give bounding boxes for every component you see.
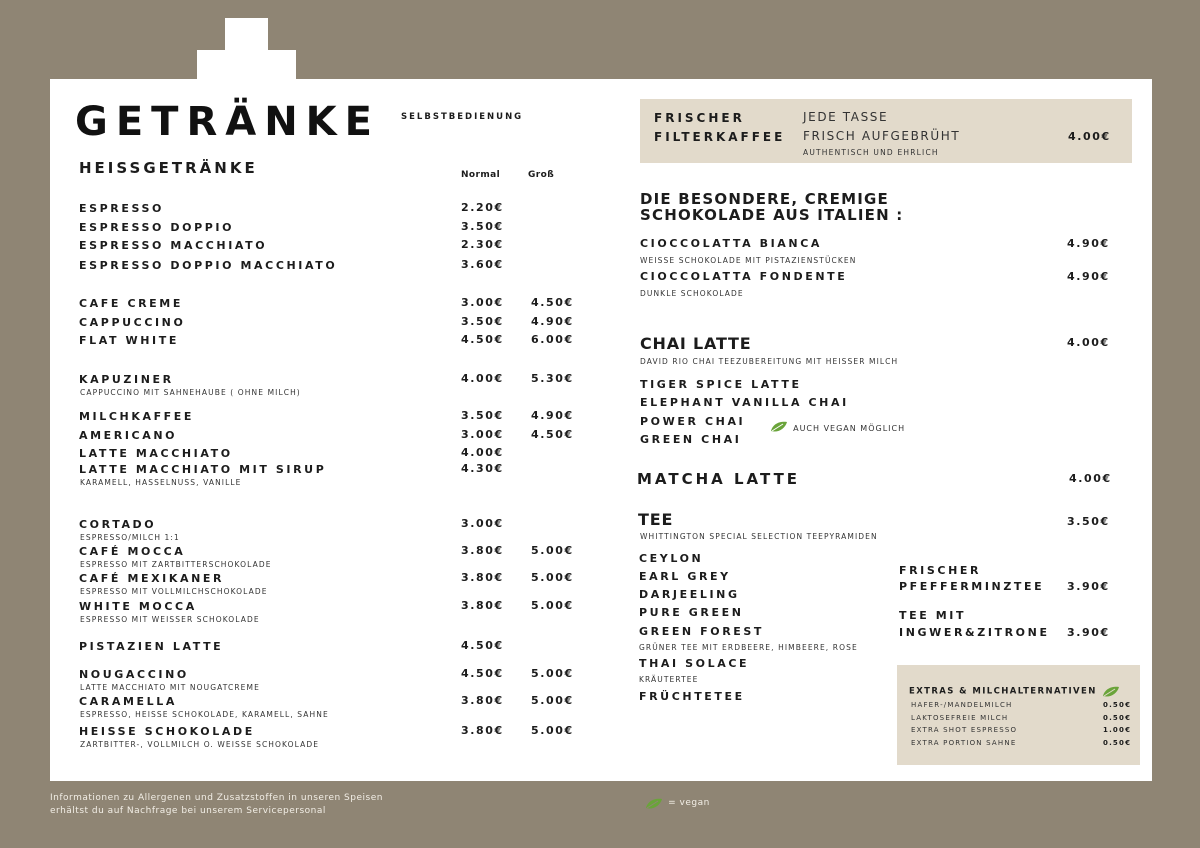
title-note: SELBSTBEDIENUNG [401,112,524,122]
menu-item-price-normal: 3.00€ [461,296,504,309]
tee-item-description: GRÜNER TEE MIT ERDBEERE, HIMBEERE, ROSE [639,643,858,652]
filter-line-2: FRISCH AUFGEBRÜHT [803,129,961,143]
allergen-note-line-2: erhältst du auf Nachfrage bei unserem Servicepersonal [50,806,326,816]
menu-item-name: CAPPUCCINO [79,316,186,329]
menu-item-price-normal: 3.80€ [461,724,504,737]
menu-item-price-gross: 5.00€ [531,544,574,557]
choco-heading-1: DIE BESONDERE, CREMIGE [640,190,889,208]
tee-extra-1-line1: FRISCHER [899,564,982,577]
filter-label-1: FRISCHER [654,111,745,125]
leaf-icon [1102,686,1120,698]
menu-item-name: CARAMELLA [79,695,177,708]
menu-item-price-normal: 3.50€ [461,409,504,422]
chai-price: 4.00€ [1067,336,1110,349]
menu-item-name: NOUGACCINO [79,668,189,681]
menu-item-price-normal: 3.00€ [461,517,504,530]
choco-heading-2: SCHOKOLADE AUS ITALIEN : [640,206,904,224]
filter-price: 4.00€ [1068,130,1111,143]
menu-item-price-normal: 2.30€ [461,238,504,251]
vegan-legend [645,793,710,812]
menu-item-name: HEISSE SCHOKOLADE [79,725,255,738]
choco-item-price: 4.90€ [1067,270,1110,283]
menu-item-price-normal: 4.50€ [461,333,504,346]
menu-item-price-normal: 3.50€ [461,315,504,328]
menu-panel [50,79,1152,781]
menu-item-price-normal: 3.80€ [461,694,504,707]
menu-item-name: CAFÉ MOCCA [79,545,186,558]
tee-item-description: KRÄUTERTEE [639,675,699,684]
menu-item-name: CAFÉ MEXIKANER [79,572,225,585]
chai-sub: DAVID RIO CHAI TEEZUBEREITUNG MIT HEISSER MILCH [640,357,899,366]
tee-item-name: GREEN FOREST [639,625,765,638]
menu-item-name: LATTE MACCHIATO [79,447,233,460]
leaf-icon [645,798,663,810]
menu-item-price-normal: 3.60€ [461,258,504,271]
menu-item-price-gross: 4.50€ [531,296,574,309]
menu-item-price-normal: 3.80€ [461,571,504,584]
extras-item-price: 0.50€ [1103,738,1132,747]
menu-item-price-normal: 3.80€ [461,544,504,557]
menu-item-price-normal: 4.50€ [461,667,504,680]
tee-item-name: CEYLON [639,552,704,565]
matcha-price: 4.00€ [1069,472,1112,485]
chai-vegan-note [770,416,905,435]
menu-item-price-gross: 5.30€ [531,372,574,385]
menu-item-name: ESPRESSO [79,202,164,215]
menu-item-price-gross: 6.00€ [531,333,574,346]
chai-item-name: GREEN CHAI [640,433,742,446]
menu-item-name: CORTADO [79,518,157,531]
menu-item-name: WHITE MOCCA [79,600,197,613]
choco-item-price: 4.90€ [1067,237,1110,250]
menu-item-name: KAPUZINER [79,373,174,386]
menu-item-price-gross: 5.00€ [531,667,574,680]
filter-line-1: JEDE TASSE [803,110,889,124]
allergen-note-line-1: Informationen zu Allergenen und Zusatzstoffen in unseren Speisen [50,793,383,803]
menu-item-description: ZARTBITTER-, VOLLMILCH O. WEISSE SCHOKOLADE [80,740,320,749]
menu-item-price-gross: 5.00€ [531,694,574,707]
menu-item-name: MILCHKAFFEE [79,410,195,423]
menu-item-price-normal: 3.80€ [461,599,504,612]
menu-item-name: CAFE CREME [79,297,183,310]
section-heading-hot: HEISSGETRÄNKE [79,159,258,177]
leaf-icon [770,421,788,433]
menu-item-price-normal: 2.20€ [461,201,504,214]
menu-item-description: ESPRESSO/MILCH 1:1 [80,533,180,542]
menu-item-name: ESPRESSO MACCHIATO [79,239,268,252]
extras-heading-label: EXTRAS & MILCHALTERNATIVEN [909,686,1097,697]
vegan-legend-label: = vegan [668,798,710,808]
menu-item-name: FLAT WHITE [79,334,179,347]
menu-item-name: ESPRESSO DOPPIO [79,221,235,234]
menu-item-price-gross: 5.00€ [531,571,574,584]
menu-item-description: LATTE MACCHIATO MIT NOUGATCREME [80,683,260,692]
tee-price: 3.50€ [1067,515,1110,528]
tee-heading: TEE [638,510,674,529]
extras-item-price: 0.50€ [1103,713,1132,722]
menu-item-price-gross: 4.90€ [531,409,574,422]
tee-extra-1-line2: PFEFFERMINZTEE [899,580,1045,593]
tee-item-name: FRÜCHTETEE [639,690,745,703]
extras-item-price: 1.00€ [1103,726,1132,734]
column-head-gross: Groß [528,170,555,180]
choco-item-name: CIOCCOLATTA FONDENTE [640,270,848,283]
menu-item-description: ESPRESSO MIT ZARTBITTERSCHOKOLADE [80,560,272,569]
menu-item-price-normal: 3.00€ [461,428,504,441]
chai-heading: CHAI LATTE [640,334,752,353]
tee-sub: WHITTINGTON SPECIAL SELECTION TEEPYRAMIDEN [640,532,878,541]
menu-item-name: AMERICANO [79,429,178,442]
choco-item-description: DUNKLE SCHOKOLADE [640,289,744,298]
tee-item-name: PURE GREEN [639,606,744,619]
extras-heading [909,681,1120,700]
menu-item-description: KARAMELL, HASSELNUSS, VANILLE [80,478,242,487]
extras-item-name: LAKTOSEFREIE MILCH [911,713,1009,722]
menu-item-price-normal: 4.30€ [461,462,504,475]
filter-label-2: FILTERKAFFEE [654,130,786,144]
page-title: GETRÄNKE [75,99,380,145]
menu-item-price-normal: 4.50€ [461,639,504,652]
chai-item-name: TIGER SPICE LATTE [640,378,802,391]
filter-line-3: AUTHENTISCH UND EHRLICH [803,148,939,157]
menu-item-price-normal: 4.00€ [461,446,504,459]
menu-item-name: ESPRESSO DOPPIO MACCHIATO [79,259,338,272]
menu-item-price-gross: 5.00€ [531,724,574,737]
vegan-note-label: AUCH VEGAN MÖGLICH [793,424,906,433]
column-head-normal: Normal [461,170,501,180]
menu-item-description: ESPRESSO MIT VOLLMILCHSCHOKOLADE [80,587,268,596]
menu-item-name: PISTAZIEN LATTE [79,640,224,653]
extras-item-name: HAFER-/MANDELMILCH [911,701,1013,709]
tee-item-name: THAI SOLACE [639,657,750,670]
menu-item-price-normal: 4.00€ [461,372,504,385]
tee-extra-2-price: 3.90€ [1067,626,1110,639]
extras-item-price: 0.50€ [1103,701,1132,709]
tee-extra-1-price: 3.90€ [1067,580,1110,593]
tee-extra-2-line2: INGWER&ZITRONE [899,626,1050,639]
menu-item-description: ESPRESSO MIT WEISSER SCHOKOLADE [80,615,260,624]
extras-box [897,665,1140,765]
extras-item-name: EXTRA PORTION SAHNE [911,738,1017,747]
extras-item-name: EXTRA SHOT ESPRESSO [911,726,1018,734]
filter-coffee-box [640,99,1132,163]
menu-item-description: ESPRESSO, HEISSE SCHOKOLADE, KARAMELL, SAHNE [80,710,329,719]
chai-item-name: POWER CHAI [640,415,746,428]
matcha-heading: MATCHA LATTE [637,470,801,488]
menu-item-price-gross: 5.00€ [531,599,574,612]
choco-item-name: CIOCCOLATTA BIANCA [640,237,823,250]
menu-item-price-gross: 4.50€ [531,428,574,441]
menu-item-description: CAPPUCCINO MIT SAHNEHAUBE ( OHNE MILCH) [80,388,301,397]
chai-item-name: ELEPHANT VANILLA CHAI [640,396,849,409]
tee-item-name: DARJEELING [639,588,740,601]
choco-item-description: WEISSE SCHOKOLADE MIT PISTAZIENSTÜCKEN [640,256,857,265]
menu-item-price-gross: 4.90€ [531,315,574,328]
tee-item-name: EARL GREY [639,570,731,583]
tee-extra-2-line1: TEE MIT [899,609,967,622]
menu-item-name: LATTE MACCHIATO MIT SIRUP [79,463,327,476]
header-tab-base [197,50,296,80]
menu-item-price-normal: 3.50€ [461,220,504,233]
